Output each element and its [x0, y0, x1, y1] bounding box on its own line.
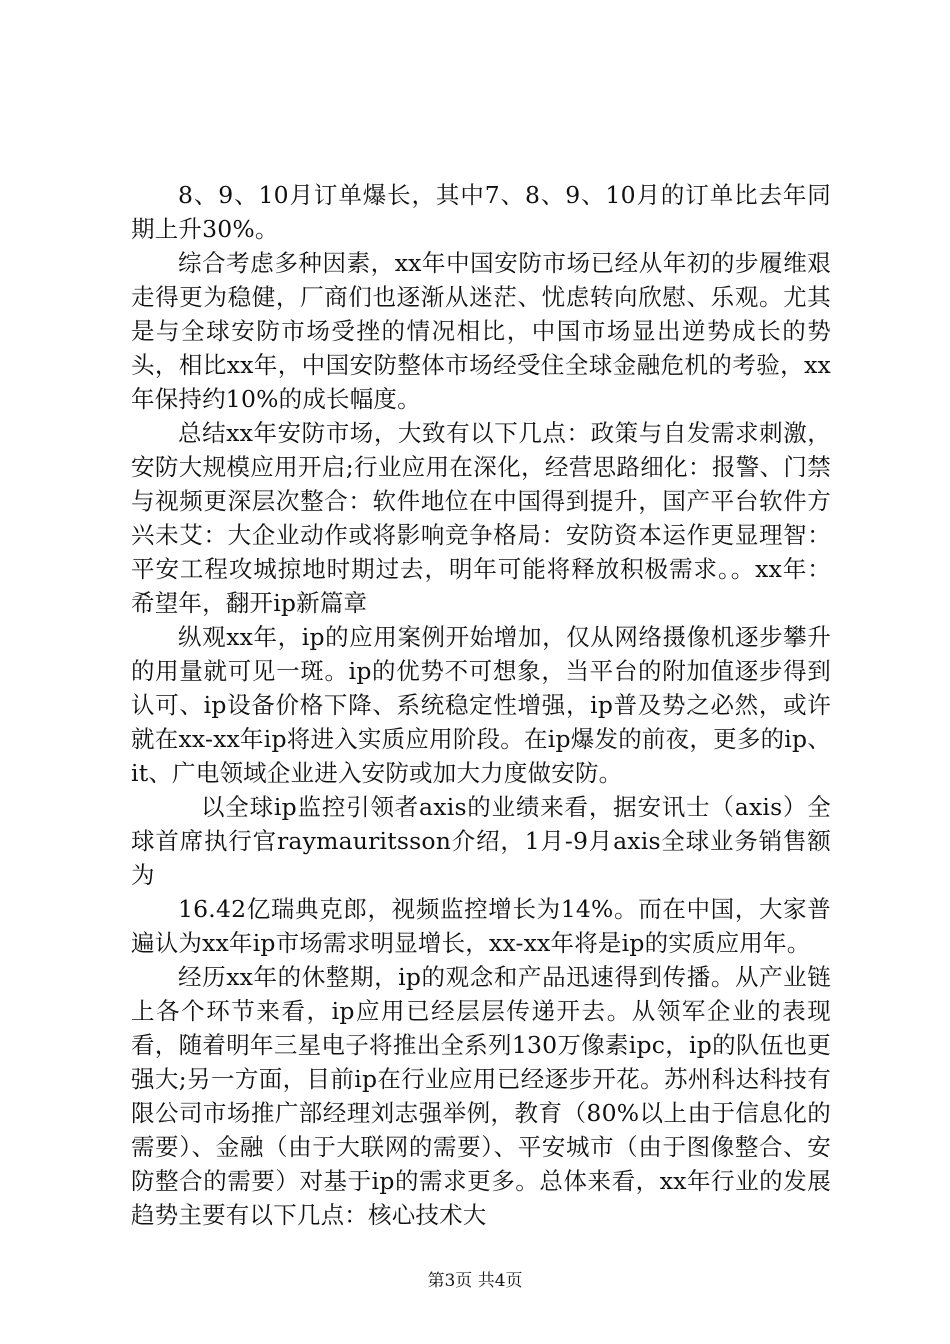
- page-footer: [0, 1270, 950, 1292]
- paragraph: 以全球ip监控引领者axis的业绩来看，据安讯士（axis）全球首席执行官raymauritsson介绍，1月-9月axis全球业务销售额为: [131, 793, 831, 889]
- document-body: [131, 178, 831, 1232]
- paragraph: 总结xx年安防市场，大致有以下几点：政策与自发需求刺激，安防大规模应用开启;行业应用在深化，经营思路细化：报警、门禁与视频更深层次整合：软件地位在中国得到提升，国产平台软件方兴未艾：大企业动作或将影响竞争格局：安防资本运作更显理智：平安工程攻城掠地时期过去，明年可能将释放积极需求。。xx年：希望年，翻开ip新篇章: [131, 419, 831, 617]
- paragraph: 综合考虑多种因素，xx年中国安防市场已经从年初的步履维艰走得更为稳健，厂商们也逐渐从迷茫、忧虑转向欣慰、乐观。尤其是与全球安防市场受挫的情况相比，中国市场显出逆势成长的势头，相比xx年，中国安防整体市场经受住全球金融危机的考验，xx年保持约10%的成长幅度。: [131, 249, 831, 413]
- paragraph: 8、9、10月订单爆长，其中7、8、9、10月的订单比去年同期上升30%。: [131, 181, 831, 243]
- paragraph: 16.42亿瑞典克郎，视频监控增长为14%。而在中国，大家普遍认为xx年ip市场需求明显增长，xx-xx年将是ip的实质应用年。: [131, 895, 831, 957]
- paragraph: 经历xx年的休整期，ip的观念和产品迅速得到传播。从产业链上各个环节来看，ip应用已经层层传递开去。从领军企业的表现看，随着明年三星电子将推出全系列130万像素ipc，ip的队伍也更强大;另一方面，目前ip在行业应用已经逐步开花。苏州科达科技有限公司市场推广部经理刘志强举例，教育（80%以上由于信息化的需要）、金融（由于大联网的需要）、平安城市（由于图像整合、安防整合的需要）对基于ip的需求更多。总体来看，xx年行业的发展趋势主要有以下几点：核心技术大: [131, 963, 831, 1229]
- paragraph: 纵观xx年，ip的应用案例开始增加，仅从网络摄像机逐步攀升的用量就可见一斑。ip的优势不可想象，当平台的附加值逐步得到认可、ip设备价格下降、系统稳定性增强，ip普及势之必然，或许就在xx-xx年ip将进入实质应用阶段。在ip爆发的前夜，更多的ip、it、广电领域企业进入安防或加大力度做安防。: [131, 623, 831, 787]
- page-number-label: 第3页 共4页: [427, 1271, 523, 1291]
